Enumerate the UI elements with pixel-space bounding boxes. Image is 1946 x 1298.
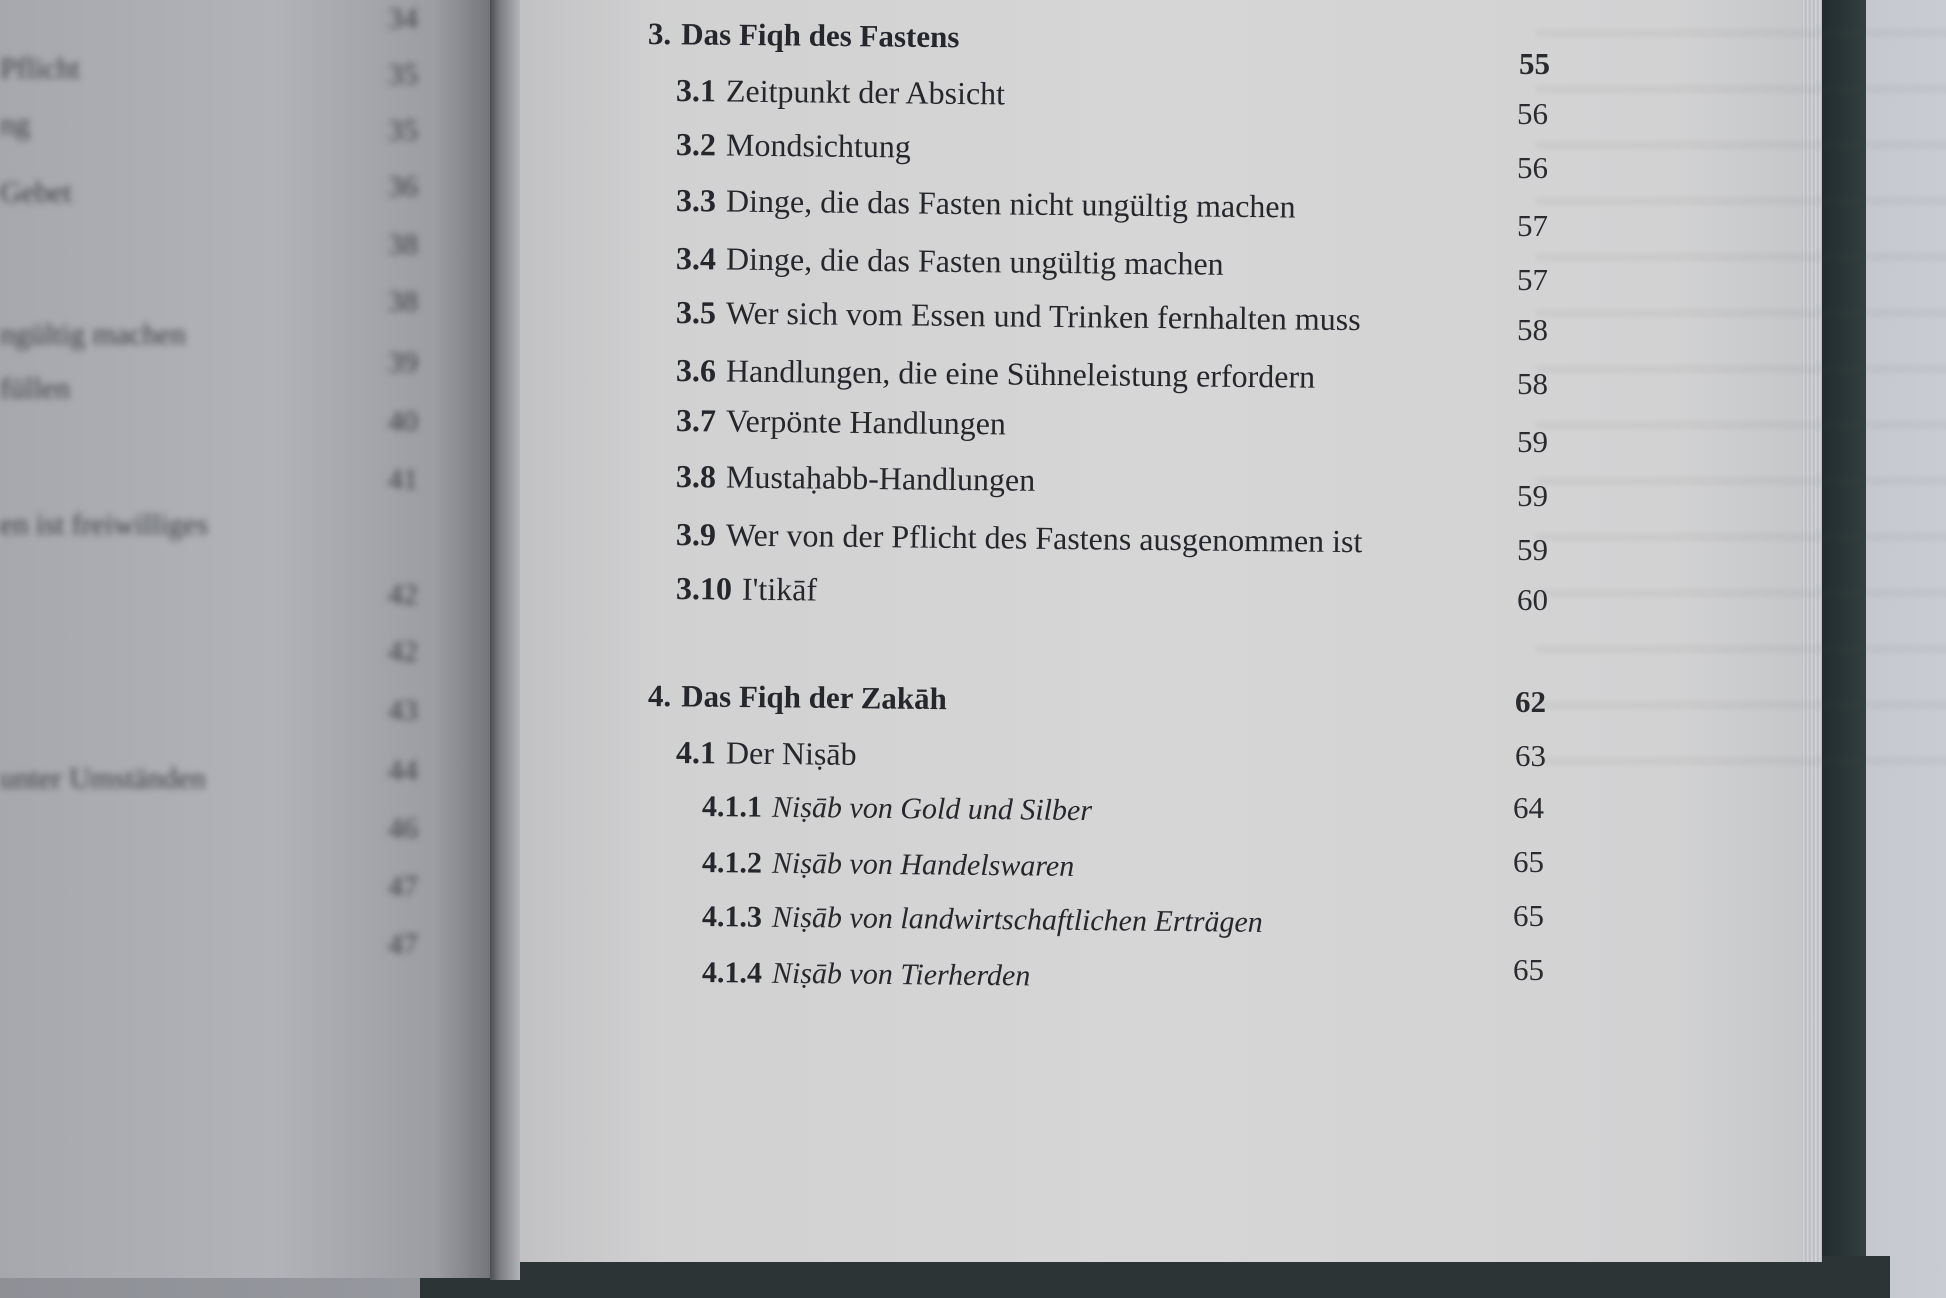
chapter-heading [648,678,947,717]
toc-subentry [702,790,1092,828]
toc-entry [676,734,857,773]
entry-number: 3.2 [675,126,717,163]
left-page-number: 42 [388,578,418,611]
entry-number: 3.1 [675,72,717,109]
left-page-number: 39 [388,346,418,379]
left-page-number: 38 [388,285,418,318]
entry-title: Niṣāb von Gold und Silber [771,790,1093,828]
page-number: 65 [1513,844,1544,879]
toc-entry [676,570,817,608]
entry-number: 3.9 [675,516,717,553]
entry-number: 3.3 [675,182,717,219]
toc-entry [676,352,1316,396]
left-page-fragment: en ist freiwilliges [0,508,209,541]
entry-title: Niṣāb von Tierherden [771,956,1031,993]
chapter-number: 3. [647,16,672,52]
entry-title: Handlungen, die eine Sühneleistung erfordern [725,352,1316,395]
left-page-fragment: Gebet [0,176,72,209]
page-number: 59 [1517,478,1548,513]
left-page-number: 34 [388,2,418,35]
page-number: 56 [1517,150,1548,185]
left-page-number: 47 [388,928,418,961]
entry-title: Verpönte Handlungen [725,402,1007,442]
chapter-title: Das Fiqh des Fastens [681,16,960,55]
toc-subentry [702,900,1263,940]
entry-title: Wer sich vom Essen und Trinken fernhalten muss [725,294,1361,338]
left-page-number: 42 [388,635,418,668]
page-number: 55 [1519,46,1550,81]
entry-title: Dinge, die das Fasten ungültig machen [725,240,1224,282]
toc-subentry [702,846,1075,884]
page-number: 58 [1517,366,1548,401]
chapter-title: Das Fiqh der Zakāh [681,678,948,717]
toc-entry [676,294,1361,338]
toc-entry [676,72,1005,112]
left-page-number: 41 [388,463,418,496]
toc-entry [676,126,911,165]
left-page-number: 35 [388,58,418,91]
left-page-number: 46 [388,812,418,845]
entry-title: Dinge, die das Fasten nicht ungültig machen [725,182,1296,225]
entry-number: 3.8 [675,458,717,495]
toc-entry [676,458,1036,499]
left-page-fragment: unter Umständen [0,762,206,795]
entry-title: Niṣāb von landwirtschaftlichen Erträgen [771,900,1263,939]
toc-subentry [702,956,1031,993]
entry-number: 3.5 [675,294,717,331]
entry-title: Der Niṣāb [725,734,857,772]
entry-number: 3.7 [675,402,717,439]
left-page-number: 40 [388,405,418,438]
entry-number: 3.4 [675,240,717,277]
entry-title: I'tikāf [741,570,818,608]
chapter-number: 4. [647,678,672,714]
entry-number: 4.1.4 [701,956,763,990]
left-page-number: 43 [388,694,418,727]
page-number: 63 [1515,738,1546,773]
entry-number: 3.10 [675,570,733,607]
page-number: 56 [1517,96,1548,131]
entry-title: Zeitpunkt der Absicht [725,72,1006,112]
page-number: 60 [1517,582,1548,617]
entry-title: Mustaḥabb-Handlungen [725,458,1036,498]
page-number: 58 [1517,312,1548,347]
entry-title: Niṣāb von Handelswaren [771,846,1075,883]
entry-number: 4.1.1 [701,790,763,824]
left-page-fragment: ng [0,108,30,141]
left-page-number: 47 [388,870,418,903]
page-number: 62 [1515,684,1546,719]
left-page-number: 38 [388,228,418,261]
left-page-number: 44 [388,754,418,787]
page-number: 65 [1513,898,1544,933]
page-number: 57 [1517,262,1548,297]
entry-title: Wer von der Pflicht des Fastens ausgenommen ist [725,516,1363,560]
toc-entry [676,240,1224,283]
toc-entry [676,516,1363,560]
page-number: 59 [1517,424,1548,459]
page-number: 59 [1517,532,1548,567]
left-page-number: 36 [388,170,418,203]
entry-number: 3.6 [675,352,717,389]
page-number: 65 [1513,952,1544,987]
toc-entry [676,182,1296,225]
left-page-fragment: füllen [0,372,70,405]
left-page-fragment: Pflicht [0,52,80,85]
toc-entry [676,402,1006,442]
chapter-heading [648,16,960,55]
entry-number: 4.1 [675,734,717,771]
page-number: 57 [1517,208,1548,243]
left-page-number: 35 [388,114,418,147]
entry-number: 4.1.2 [701,846,763,880]
entry-title: Mondsichtung [725,126,912,165]
entry-number: 4.1.3 [701,900,763,934]
page-number: 64 [1513,790,1544,825]
left-page-fragment: ngültig machen [0,318,186,351]
